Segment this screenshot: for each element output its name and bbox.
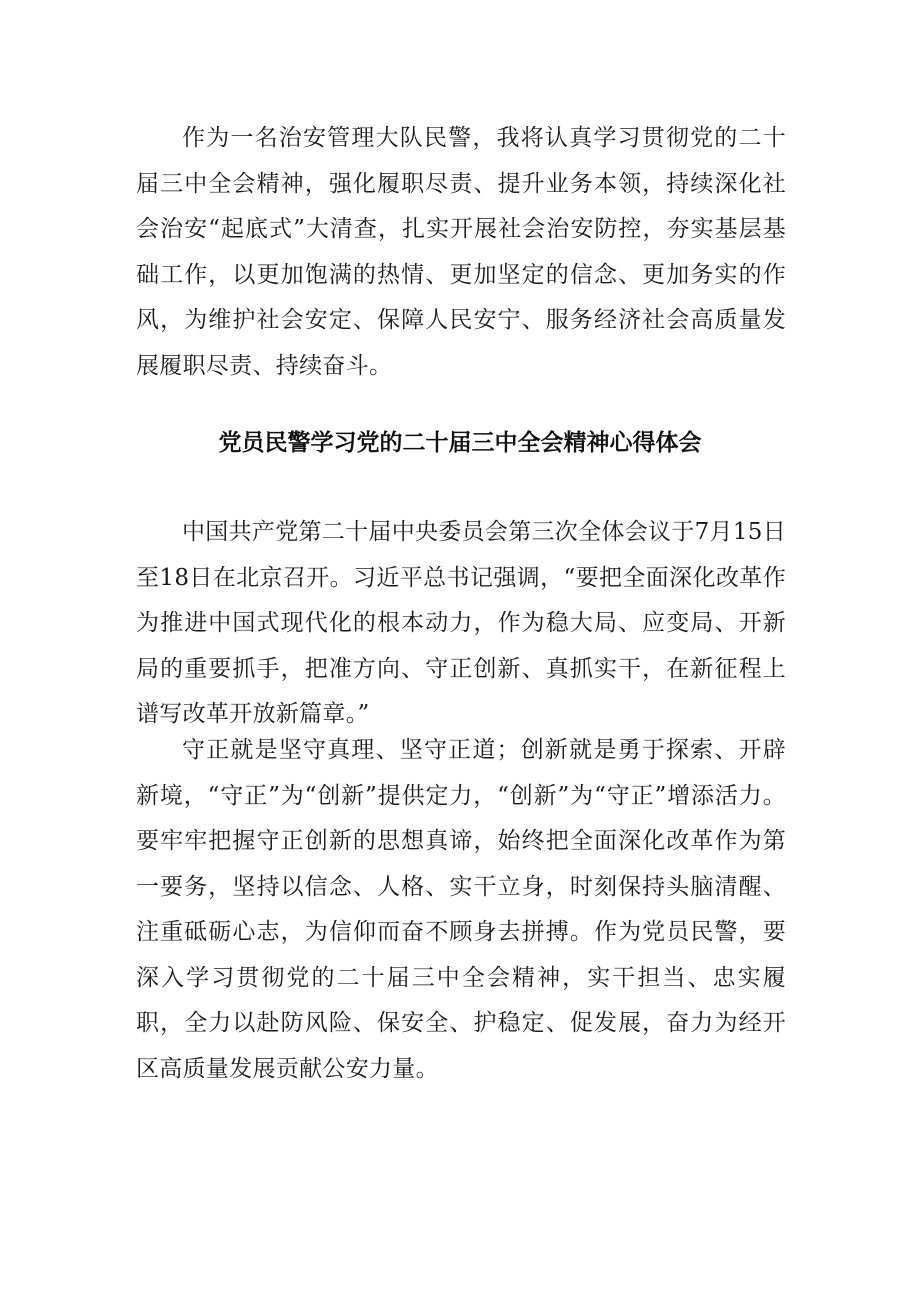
intro-paragraph: 作为一名治安管理大队民警，我将认真学习贯彻党的二十届三中全会精神，强化履职尽责、提升业务本领，持续深化社会治安“起底式”大清查，扎实开展社会治安防控，夯实基层基础工作，以更加饱满的热情、更加坚定的信念、更加务实的作风，为维护社会安定、保障人民安宁、服务经济社会高质量发展履职尽责、持续奋斗。 [136, 125, 786, 379]
body-paragraph-2: 守正就是坚守真理、坚守正道；创新就是勇于探索、开辟新境，“守正”为“创新”提供定力，“创新”为“守正”增添活力。要牢牢把握守正创新的思想真谛，始终把全面深化改革作为第一要务，坚持以信念、人格、实干立身，时刻保持头脑清醒、注重砥砺心志，为信仰而奋不顾身去拼搏。作为党员民警，要深入学习贯彻党的二十届三中全会精神，实干担当、忠实履职，全力以赴防风险、保安全、护稳定、促发展，奋力为经开区高质量发展贡献公安力量。 [136, 737, 786, 1082]
section-title: 党员民警学习党的二十届三中全会精神心得体会 [218, 430, 702, 456]
body-paragraph-1: 中国共产党第二十届中央委员会第三次全体会议于7月15日至18日在北京召开。习近平总书记强调，“要把全面深化改革作为推进中国式现代化的根本动力，作为稳大局、应变局、开新局的重要抓手，把准方向、守正创新、真抓实干，在新征程上谱写改革开放新篇章。” [136, 519, 786, 727]
